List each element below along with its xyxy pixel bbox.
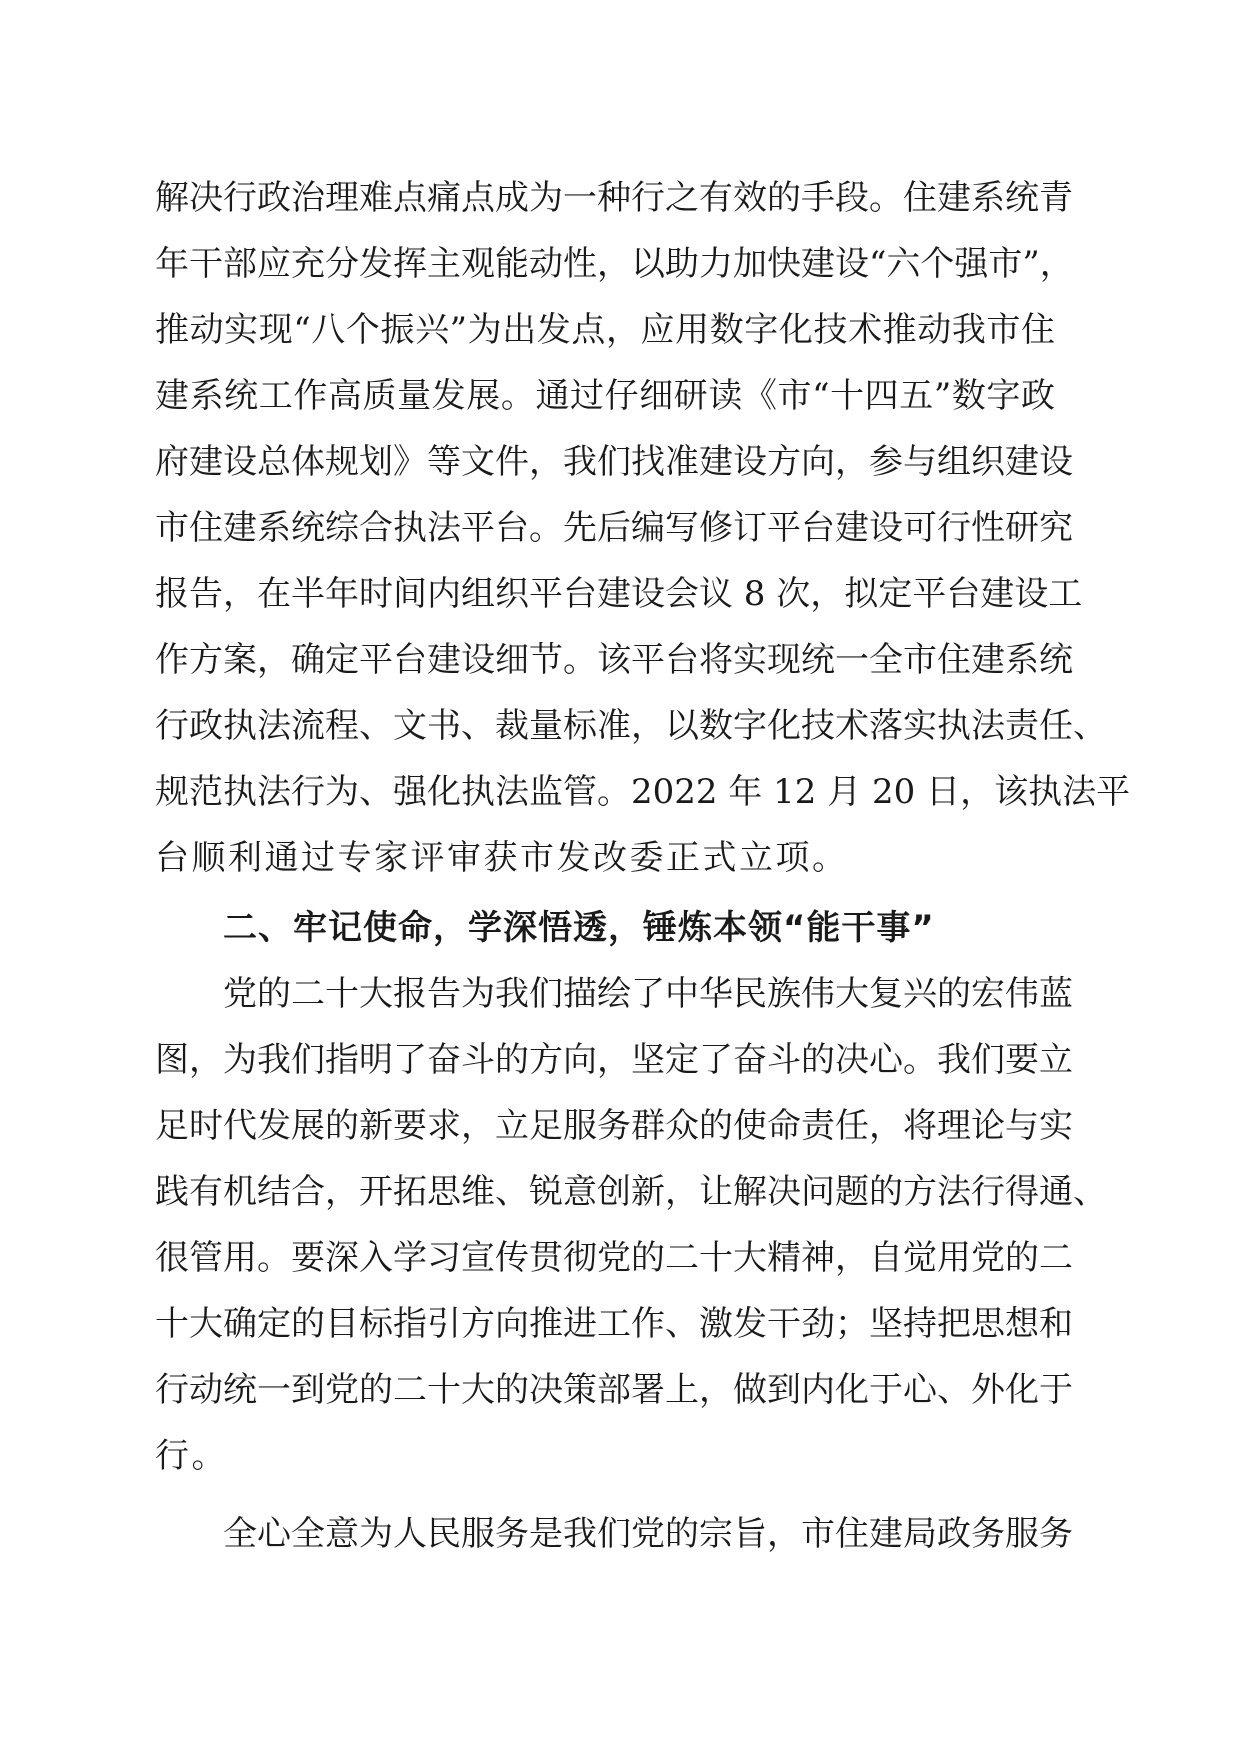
paragraph-line: 年干部应充分发挥主观能动性，以助力加快建设“六个强市”， (155, 244, 1074, 284)
paragraph-line: 市住建系统综合执法平台。先后编写修订平台建设可行性研究 (155, 508, 1073, 548)
paragraph-line: 践有机结合，开拓思维、锐意创新，让解决问题的方法行得通、 (155, 1172, 1107, 1212)
paragraph-line: 规范执法行为、强化执法监管。2022 年 12 月 20 日，该执法平 (155, 772, 1131, 812)
paragraph-line: 府建设总体规划》等文件，我们找准建设方向，参与组织建设 (155, 442, 1073, 482)
paragraph-party-congress (155, 961, 1107, 1489)
paragraph-line: 作方案，确定平台建设细节。该平台将实现统一全市住建系统 (155, 640, 1073, 680)
paragraph-line: 报告，在半年时间内组织平台建设会议 8 次，拟定平台建设工 (155, 574, 1083, 614)
section-heading: 二、牢记使命，学深悟透，锤炼本领“能干事” (223, 908, 935, 948)
paragraph-line: 足时代发展的新要求，立足服务群众的使命责任，将理论与实 (155, 1106, 1073, 1146)
paragraph-line: 建系统工作高质量发展。通过仔细研读《市“十四五”数字政 (155, 376, 1055, 416)
paragraph-line: 行。 (155, 1436, 228, 1476)
paragraph-line: 图，为我们指明了奋斗的方向，坚定了奋斗的决心。我们要立 (155, 1040, 1073, 1080)
paragraph-line: 推动实现“八个振兴”为出发点，应用数字化技术推动我市住 (155, 310, 1055, 350)
paragraph-line: 党的二十大报告为我们描绘了中华民族伟大复兴的宏伟蓝 (223, 974, 1073, 1014)
paragraph-serve-people (155, 1501, 1073, 1567)
paragraph-line: 行动统一到党的二十大的决策部署上，做到内化于心、外化于 (155, 1370, 1073, 1410)
paragraph-digital-platform (155, 165, 1131, 891)
paragraph-line: 行政执法流程、文书、裁量标准，以数字化技术落实执法责任、 (155, 706, 1107, 746)
paragraph-line: 全心全意为人民服务是我们党的宗旨，市住建局政务服务 (223, 1514, 1073, 1554)
document-page (155, 165, 1131, 1567)
paragraph-line: 解决行政治理难点痛点成为一种行之有效的手段。住建系统青 (155, 178, 1073, 218)
paragraph-line: 十大确定的目标指引方向推进工作、激发干劲；坚持把思想和 (155, 1304, 1073, 1344)
paragraph-line: 台顺利通过专家评审获市发改委正式立项。 (155, 838, 849, 878)
paragraph-line: 很管用。要深入学习宣传贯彻党的二十大精神，自觉用党的二 (155, 1238, 1073, 1278)
